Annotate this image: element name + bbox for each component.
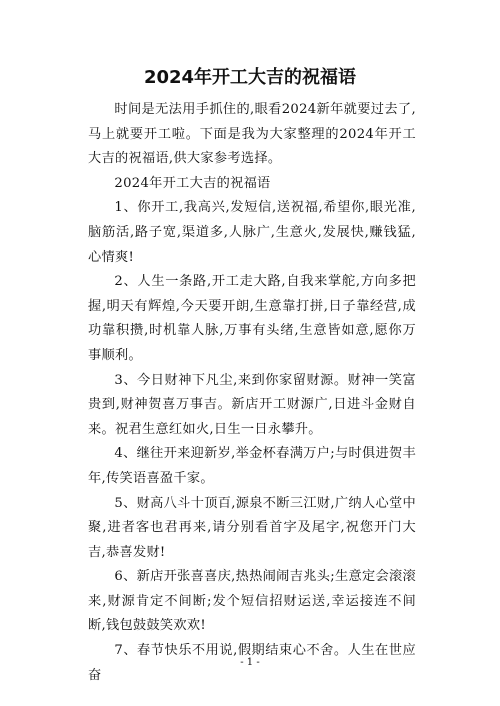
intro-paragraph: 时间是无法用手抓住的,眼看2024新年就要过去了,马上就要开工啦。下面是我为大家整理的2024年开工大吉的祝福语,供大家参考选择。 [88, 102, 416, 167]
greeting-paragraph: 3、今日财神下凡尘,来到你家留财源。财神一笑富贵到,财神贺喜万事吉。新店开工财源广,日进斗金财自来。祝君生意红如火,日生一日永攀升。 [88, 372, 416, 437]
greeting-paragraph: 5、财高八斗十顶百,源泉不断三江财,广纳人心堂中聚,进者客也君再来,请分别看首字及尾字,祝您开门大吉,恭喜发财! [88, 495, 416, 560]
greeting-paragraph: 6、新店开张喜喜庆,热热闹闹吉兆头;生意定会滚滚来,财源肯定不间断;发个短信招财运送,幸运接连不间断,钱包鼓鼓笑欢欢! [88, 569, 416, 634]
page-number: - 1 - [240, 657, 260, 668]
section-heading: 2024年开工大吉的祝福语 [114, 175, 271, 191]
document-body [88, 98, 416, 688]
greeting-paragraph: 1、你开工,我高兴,发短信,送祝福,希望你,眼光准,脑筋活,路子宽,渠道多,人脉广,生意火,发展快,赚钱猛,心情爽! [88, 200, 416, 265]
greeting-paragraph: 7、春节快乐不用说,假期结束心不舍。人生在世应奋 [88, 643, 416, 683]
greeting-paragraph: 2、人生一条路,开工走大路,自我来掌舵,方向多把握,明天有辉煌,今天要开朗,生意靠打拼,日子靠经营,成功靠积攒,时机靠人脉,万事有头绪,生意皆如意,愿你万事顺利。 [88, 274, 416, 363]
greeting-paragraph: 4、继往开来迎新岁,举金杯春满万户;与时俱进贺丰年,传笑语喜盈千家。 [88, 446, 416, 486]
document-title: 2024年开工大吉的祝福语 [143, 67, 357, 88]
